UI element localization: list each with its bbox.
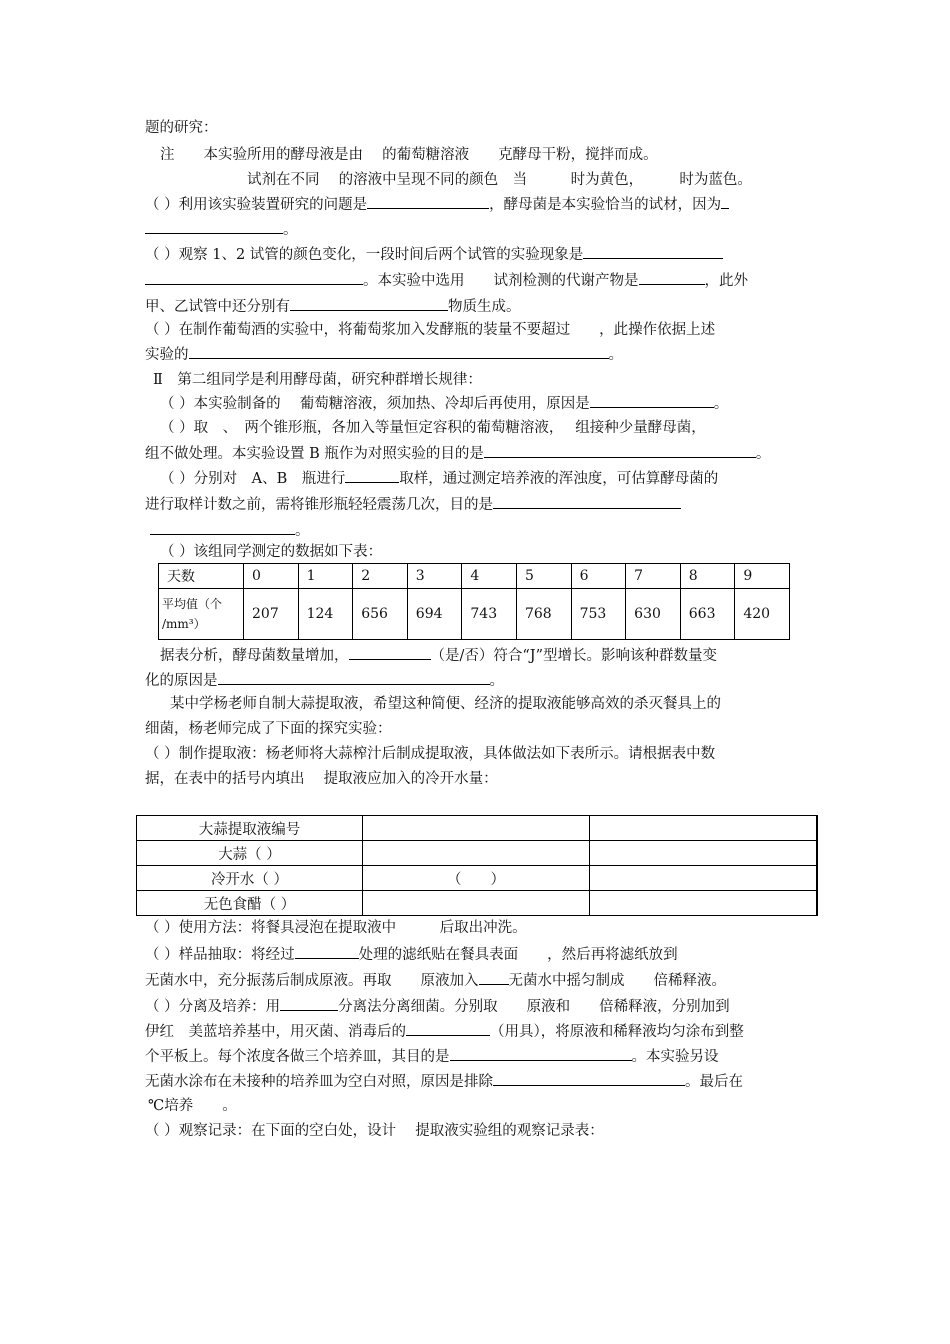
- question-11-text-e: 个平板上。每个浓度各做三个培养皿，其目的是: [145, 1049, 450, 1065]
- question-6-text: （ ）分别对 A、B 瓶进行: [160, 471, 346, 487]
- question-2-cont2: [145, 296, 521, 317]
- table-cell: [363, 841, 590, 866]
- question-5-cont: [145, 443, 770, 464]
- answer-blank[interactable]: [721, 194, 729, 209]
- question-7-analysis: [160, 645, 717, 666]
- analysis-text-b: （是/否）符合“J”型增长。影响该种群数量变: [430, 648, 718, 664]
- question-6-cont: [145, 494, 681, 515]
- question-11-text-d: （用具），将原液和稀释液均匀涂布到整: [490, 1024, 744, 1040]
- table-cell: 4: [462, 564, 517, 589]
- question-8-cont: 据，在表中的括号内填出 提取液应加入的冷开水量：: [145, 771, 498, 787]
- period: 。: [755, 446, 771, 462]
- table-row-label: 冷开水（ ）: [137, 866, 363, 891]
- period: 。: [489, 673, 504, 689]
- garlic-extract-table: [136, 815, 818, 916]
- average-unit: /mm³）: [162, 617, 206, 631]
- answer-blank[interactable]: [479, 970, 509, 985]
- answer-blank[interactable]: [280, 996, 338, 1011]
- table-cell: [590, 891, 818, 916]
- table-cell: 743: [462, 589, 517, 640]
- table-cell: [590, 841, 818, 866]
- answer-blank[interactable]: [493, 494, 681, 509]
- table-header-days: 天数: [159, 564, 244, 589]
- question-9: （ ）使用方法：将餐具浸泡在提取液中 后取出冲洗。: [145, 920, 527, 936]
- answer-blank[interactable]: [406, 1021, 490, 1036]
- table-cell: 7: [626, 564, 681, 589]
- section-2-heading: Ⅱ 第二组同学是利用酵母菌，研究种群增长规律：: [153, 372, 482, 388]
- period: 。: [608, 347, 623, 363]
- answer-blank[interactable]: [367, 194, 489, 209]
- table-row-label: 大蒜（ ）: [137, 841, 363, 866]
- yeast-data-table: [158, 563, 790, 640]
- table-cell: 8: [680, 564, 735, 589]
- table-cell: 3: [407, 564, 462, 589]
- question-6-text-c: 进行取样计数之前，需将锥形瓶轻轻震荡几次，目的是: [145, 497, 493, 513]
- question-1-text: （ ）利用该实验装置研究的问题是: [145, 197, 368, 213]
- question-2-text: （ ）观察 1、2 试管的颜色变化，一段时间后两个试管的实验现象是: [145, 247, 584, 263]
- table-cell: 2: [353, 564, 408, 589]
- table-row-label: 大蒜提取液编号: [137, 816, 363, 841]
- question-4: [160, 393, 728, 414]
- question-11-cont3: [145, 1071, 743, 1092]
- text-line-3: 试剂在不同 的溶液中呈现不同的颜色 当 时为黄色， 时为蓝色。: [247, 172, 752, 188]
- answer-blank[interactable]: [345, 468, 399, 483]
- question-10-text: （ ）样品抽取：将经过: [145, 947, 295, 963]
- question-1: [145, 194, 729, 215]
- text-line-2: 注 本实验所用的酵母液是由 的葡萄糖溶液 克酵母干粉，搅拌而成。: [160, 147, 658, 163]
- table-cell: 768: [516, 589, 571, 640]
- answer-blank[interactable]: [639, 270, 705, 285]
- question-11-cont4: ℃培养 。: [148, 1098, 237, 1114]
- question-11: [145, 996, 730, 1017]
- table-cell: [590, 816, 818, 841]
- table-cell: 207: [244, 589, 299, 640]
- question-6-cont2: [150, 520, 310, 541]
- question-2-text-b: 。本实验中选用 试剂检测的代谢产物是: [363, 273, 639, 289]
- question-10-text-d: 无菌水中摇匀制成 倍稀释液。: [508, 973, 726, 989]
- table-cell: [590, 866, 818, 891]
- question-11-text-h: 。最后在: [685, 1074, 743, 1090]
- cold-water-answer-cell[interactable]: （ ）: [363, 866, 590, 891]
- question-12: （ ）观察记录：在下面的空白处，设计 提取液实验组的观察记录表：: [145, 1123, 604, 1139]
- question-3-cont: [145, 344, 623, 365]
- question-3: （ ）在制作葡萄酒的实验中，将葡萄浆加入发酵瓶的装量不要超过 ，此操作依据上述: [145, 322, 716, 338]
- table-row-label: 无色食醋（ ）: [137, 891, 363, 916]
- question-11-text-g: 无菌水涂布在未接种的培养皿为空白对照，原因是排除: [145, 1074, 493, 1090]
- question-4-text: （ ）本实验制备的 葡萄糖溶液，须加热、冷却后再使用，原因是: [160, 396, 590, 412]
- period: 。: [713, 396, 729, 412]
- table-cell: 1: [298, 564, 353, 589]
- question-3-text: 实验的: [145, 347, 189, 363]
- question-11-text: （ ）分离及培养：用: [145, 999, 281, 1015]
- question-2: [145, 244, 723, 265]
- average-label: 平均值（个: [162, 597, 223, 611]
- garlic-intro: 某中学杨老师自制大蒜提取液，希望这种简便、经济的提取液能够高效的杀灭餐具上的: [170, 696, 721, 712]
- question-11-cont2: [145, 1046, 719, 1067]
- question-7: （ ）该组同学测定的数据如下表：: [160, 544, 383, 560]
- table-cell: 656: [353, 589, 408, 640]
- analysis-text-c: 化的原因是: [145, 673, 218, 689]
- table-cell: 6: [571, 564, 626, 589]
- table-cell: 753: [571, 589, 626, 640]
- question-2-text-e: 物质生成。: [448, 299, 521, 315]
- question-6-text-b: 取样，通过测定培养液的浑浊度，可估算酵母菌的: [399, 471, 719, 487]
- table-header-average: [159, 589, 244, 640]
- answer-blank[interactable]: [218, 670, 490, 685]
- table-cell: 0: [244, 564, 299, 589]
- answer-blank[interactable]: [450, 1046, 632, 1061]
- answer-blank[interactable]: [145, 270, 363, 285]
- table-cell: [363, 816, 590, 841]
- question-8: （ ）制作提取液：杨老师将大蒜榨汁后制成提取液，具体做法如下表所示。请根据表中数: [145, 746, 716, 762]
- answer-blank[interactable]: [583, 244, 723, 259]
- answer-blank[interactable]: [493, 1071, 685, 1086]
- answer-blank[interactable]: [145, 219, 283, 234]
- question-10-text-c: 无菌水中，充分振荡后制成原液。再取 原液加入: [145, 973, 479, 989]
- question-7-cont: [145, 670, 504, 691]
- question-10-cont: [145, 970, 726, 991]
- answer-blank[interactable]: [189, 344, 609, 359]
- question-10: [145, 944, 678, 965]
- question-2-text-d: 甲、乙试管中还分别有: [145, 299, 290, 315]
- question-1-text-b: ，酵母菌是本实验恰当的试材，因为: [489, 197, 722, 213]
- question-11-text-f: 。本实验另设: [631, 1049, 719, 1065]
- table-cell: 694: [407, 589, 462, 640]
- table-cell: 420: [735, 589, 790, 640]
- question-1-cont: [145, 219, 298, 240]
- question-11-text-b: 分离法分离细菌。分别取 原液和 倍稀释液，分别加到: [338, 999, 730, 1015]
- answer-blank[interactable]: [484, 443, 756, 458]
- answer-blank[interactable]: [590, 393, 714, 408]
- question-6: [160, 468, 718, 489]
- analysis-text: 据表分析，酵母菌数量增加，: [160, 648, 349, 664]
- table-cell: 9: [735, 564, 790, 589]
- question-5: （ ）取 、 两个锥形瓶，各加入等量恒定容积的葡萄糖溶液， 组接种少量酵母菌，: [160, 420, 706, 436]
- question-11-text-c: 伊红 美蓝培养基中，用灭菌、消毒后的: [145, 1024, 406, 1040]
- question-2-cont: [145, 270, 748, 291]
- period: 。: [295, 523, 310, 539]
- question-10-text-b: 处理的滤纸贴在餐具表面 ，然后再将滤纸放到: [358, 947, 678, 963]
- period: 。: [283, 222, 298, 238]
- table-cell: 663: [680, 589, 735, 640]
- answer-blank[interactable]: [290, 296, 448, 311]
- text-line-1: 题的研究：: [145, 120, 218, 136]
- answer-blank[interactable]: [349, 645, 431, 660]
- question-5-text: 组不做处理。本实验设置 B 瓶作为对照实验的目的是: [145, 446, 484, 462]
- question-2-text-c: ，此外: [704, 273, 748, 289]
- answer-blank[interactable]: [150, 520, 295, 535]
- garlic-intro-cont: 细菌，杨老师完成了下面的探究实验：: [145, 721, 392, 737]
- table-cell: 5: [516, 564, 571, 589]
- table-cell: 124: [298, 589, 353, 640]
- table-cell: 630: [626, 589, 681, 640]
- answer-blank[interactable]: [295, 944, 359, 959]
- question-11-cont: [145, 1021, 744, 1042]
- table-cell: [363, 891, 590, 916]
